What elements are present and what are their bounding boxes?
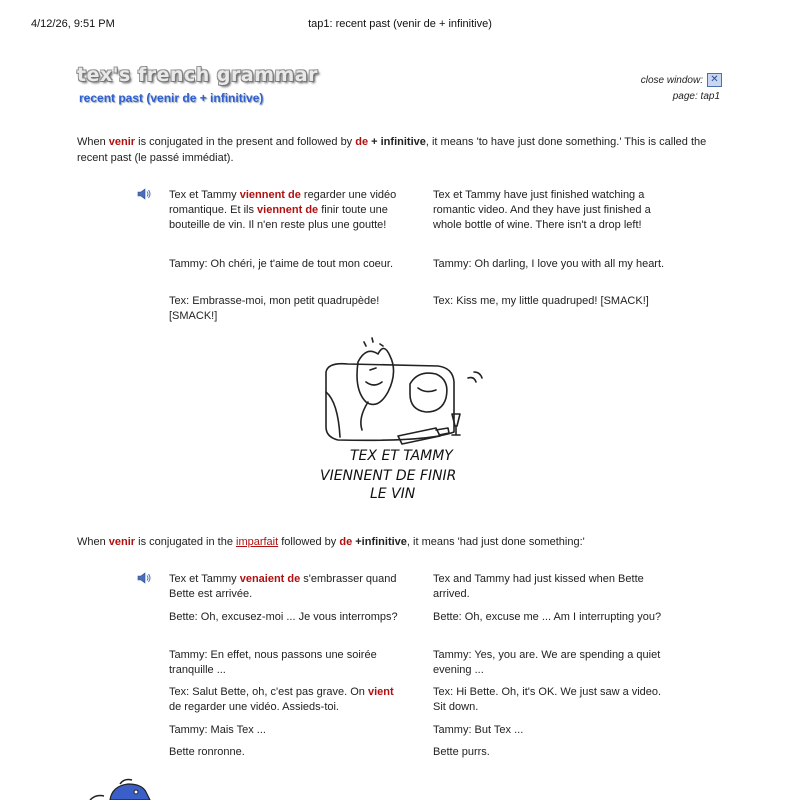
page-id: page: tap1 (672, 91, 720, 102)
french-segment: Tammy: Oh chéri, je t'aime de tout mon coeur. (169, 258, 394, 270)
english-translation: Tammy: But Tex ... (433, 724, 524, 736)
text: followed by (278, 536, 340, 548)
close-window-label: close window: (640, 74, 703, 86)
keyword-infinitive: + infinitive (368, 136, 426, 148)
french-text (169, 723, 399, 738)
cartoon-caption-line3: LE VIN (370, 486, 416, 502)
french-text (169, 188, 399, 233)
tex-mascot-image (80, 778, 160, 800)
speaker-icon[interactable] (137, 572, 151, 584)
intro-paragraph-1 (77, 134, 727, 166)
english-translation: Bette: Oh, excuse me ... Am I interrupting you? (433, 611, 662, 623)
speaker-icon[interactable] (137, 188, 151, 200)
intro-paragraph-2 (77, 534, 727, 550)
cartoon-caption-line2: VIENNENT DE FINIR (320, 468, 457, 484)
keyword-venir: venir (108, 136, 136, 148)
french-text (169, 610, 399, 625)
text: When (77, 136, 109, 148)
print-date: 4/12/26, 9:51 PM (31, 18, 115, 30)
french-text (169, 745, 399, 760)
dialog-1 (137, 188, 697, 328)
imparfait-link[interactable]: imparfait (236, 536, 279, 548)
french-segment: s'embrasser quand Bette est arrivée. (169, 573, 397, 600)
highlighted-verb: venaient de (239, 573, 301, 585)
highlighted-verb: viennent de (239, 189, 301, 201)
french-text (169, 648, 399, 678)
french-segment: de regarder une vidéo. Assieds-toi. (169, 701, 339, 713)
page-title: recent past (venir de + infinitive) (79, 91, 264, 105)
text: is conjugated in the present and followed by (135, 136, 356, 148)
french-segment: Tammy: En effet, nous passons une soirée tranquille ... (169, 649, 377, 676)
close-icon[interactable]: ✕ (707, 73, 722, 87)
french-segment: Bette ronronne. (169, 746, 245, 758)
close-window-control (641, 73, 722, 87)
text: When (77, 536, 109, 548)
french-segment: Tex et Tammy (169, 573, 240, 585)
french-segment: Tex: Salut Bette, oh, c'est pas grave. On (169, 686, 368, 698)
french-segment: Bette: Oh, excusez-moi ... Je vous interromps? (169, 611, 398, 623)
keyword-de: de (355, 136, 369, 148)
keyword-infinitive: +infinitive (352, 536, 407, 548)
english-translation: Bette purrs. (433, 746, 490, 758)
french-text (169, 257, 399, 272)
english-translation: Tex et Tammy have just finished watching a romantic video. And they have just finished a whole bottle of wine. There isn't a drop left! (433, 189, 651, 231)
dialog-2 (137, 572, 697, 772)
french-text (169, 294, 399, 324)
english-translation: Tex and Tammy had just kissed when Bette arrived. (433, 573, 644, 600)
french-text (169, 685, 399, 715)
french-text (169, 572, 399, 602)
cartoon-caption-line1: TEX ET TAMMY (350, 448, 453, 464)
english-translation: Tammy: Yes, you are. We are spending a quiet evening ... (433, 649, 661, 676)
site-logo[interactable]: tex's french grammar (77, 64, 318, 86)
print-title: tap1: recent past (venir de + infinitive) (308, 18, 492, 30)
french-segment: finir toute une bouteille de vin. Il n'en reste plus une goutte! (169, 204, 388, 231)
text: , it means 'had just done something:' (406, 536, 585, 548)
highlighted-verb: vient (367, 686, 394, 698)
french-segment: Tex et Tammy (169, 189, 240, 201)
tex-tammy-cartoon (318, 332, 498, 502)
english-translation: Tex: Kiss me, my little quadruped! [SMACK!] (433, 295, 649, 307)
french-segment: Tex: Embrasse-moi, mon petit quadrupède! [SMACK!] (169, 295, 380, 322)
keyword-de: de (339, 536, 353, 548)
text: is conjugated in the (135, 536, 236, 548)
french-segment: Tammy: Mais Tex ... (169, 724, 266, 736)
highlighted-verb: viennent de (257, 204, 319, 216)
keyword-venir: venir (108, 536, 136, 548)
print-header (0, 18, 800, 34)
english-translation: Tex: Hi Bette. Oh, it's OK. We just saw a video. Sit down. (433, 686, 662, 713)
french-segment: regarder une vidéo romantique. Et ils (169, 189, 397, 216)
text: , it means 'to have just done something.' This is called the recent past (le passé immédiat). (77, 136, 707, 164)
english-translation: Tammy: Oh darling, I love you with all my heart. (433, 258, 665, 270)
